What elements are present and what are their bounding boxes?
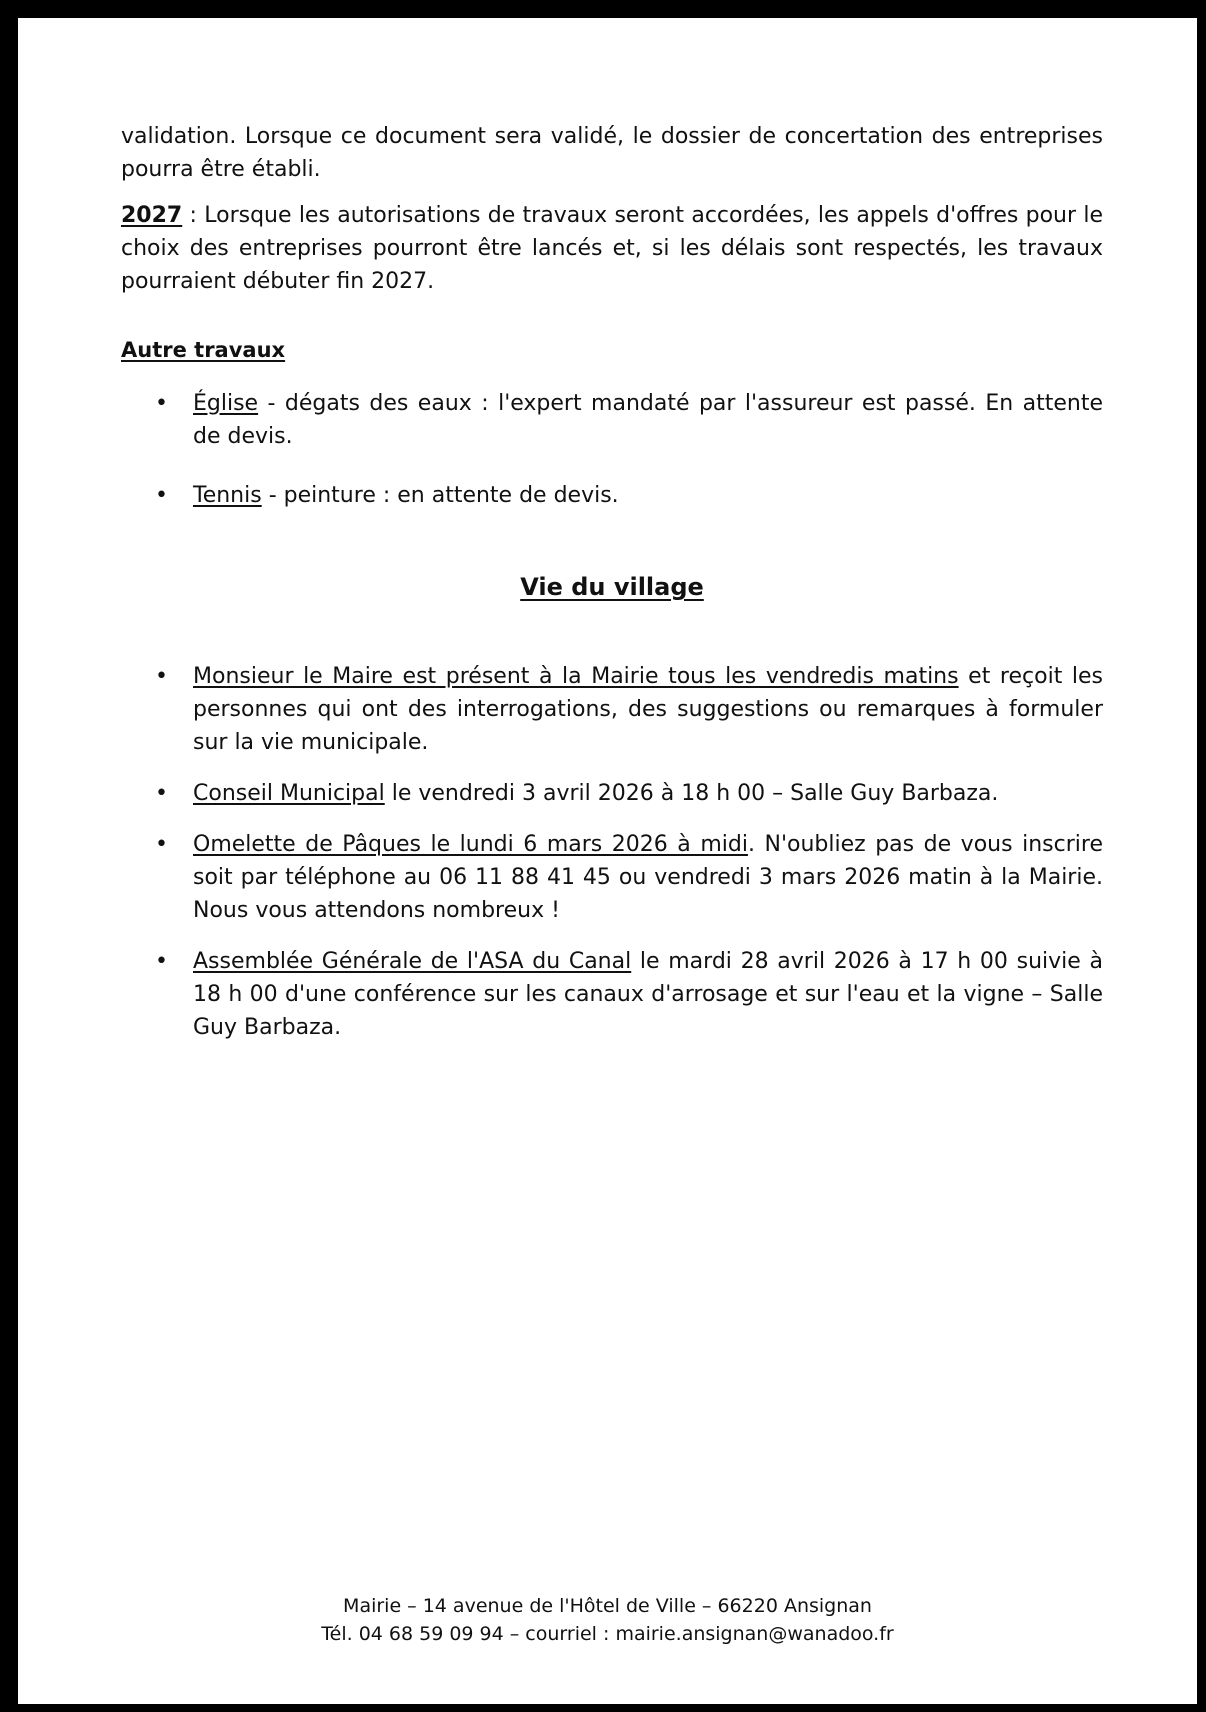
bullet-icon: • — [155, 391, 168, 416]
bullet-icon: • — [155, 949, 168, 974]
autre-travaux-heading: Autre travaux — [121, 338, 286, 362]
footer-address: Mairie – 14 avenue de l'Hôtel de Ville – 66220 Ansignan — [343, 1595, 872, 1617]
document-body — [121, 120, 1103, 1044]
item-text: le mardi 28 avril 2026 à 17 h 00 suivie à 18 h 00 d'une conférence sur les canaux d'arrosage et sur l'eau et la vigne – Salle Guy Barbaza. — [193, 949, 1103, 1040]
section-title — [121, 571, 1103, 604]
list-item — [121, 828, 1103, 927]
item-text: - dégats des eaux : l'expert mandaté par l'assureur est passé. En attente de devis. — [193, 391, 1103, 449]
year-label: 2027 — [121, 203, 183, 228]
item-text: - peinture : en attente de devis. — [261, 483, 619, 508]
intro-paragraph: validation. Lorsque ce document sera validé, le dossier de concertation des entreprises pourra être établi. — [121, 124, 1103, 182]
vie-du-village-list — [121, 660, 1103, 1044]
bullet-icon: • — [155, 781, 168, 806]
year-paragraph — [121, 199, 1103, 298]
footer-contact: Tél. 04 68 59 09 94 – courriel : mairie.ansignan@wanadoo.fr — [321, 1623, 894, 1645]
list-item — [121, 660, 1103, 759]
page-footer — [18, 1592, 1197, 1648]
item-text: le vendredi 3 avril 2026 à 18 h 00 – Salle Guy Barbaza. — [384, 781, 999, 806]
item-lead: Assemblée Générale de l'ASA du Canal — [193, 949, 632, 974]
year-paragraph-text: : Lorsque les autorisations de travaux seront accordées, les appels d'offres pour le choix des entreprises pourront être lancés et, si les délais sont respectés, les travaux pourraient débuter fin 2027. — [121, 203, 1103, 294]
list-item — [121, 777, 1103, 810]
item-lead: Église — [193, 391, 259, 416]
item-text: . N'oubliez pas de vous inscrire soit par téléphone au 06 11 88 41 45 ou vendredi 3 mars 2026 matin à la Mairie. Nous vous attendons nombreux ! — [193, 832, 1103, 923]
bullet-icon: • — [155, 483, 168, 508]
autre-travaux-list — [121, 387, 1103, 512]
section-title-text: Vie du village — [520, 573, 704, 601]
item-lead: Conseil Municipal — [193, 781, 385, 806]
document-page — [18, 18, 1197, 1704]
item-lead: Tennis — [193, 483, 262, 508]
item-text: et reçoit les personnes qui ont des interrogations, des suggestions ou remarques à formuler sur la vie municipale. — [193, 664, 1104, 755]
list-item — [121, 945, 1103, 1044]
list-item — [121, 479, 1103, 512]
bullet-icon: • — [155, 664, 168, 689]
item-lead: Omelette de Pâques le lundi 6 mars 2026 à midi — [193, 832, 748, 857]
bullet-icon: • — [155, 832, 168, 857]
list-item — [121, 387, 1103, 453]
item-lead: Monsieur le Maire est présent à la Mairie tous les vendredis matins — [193, 664, 959, 689]
